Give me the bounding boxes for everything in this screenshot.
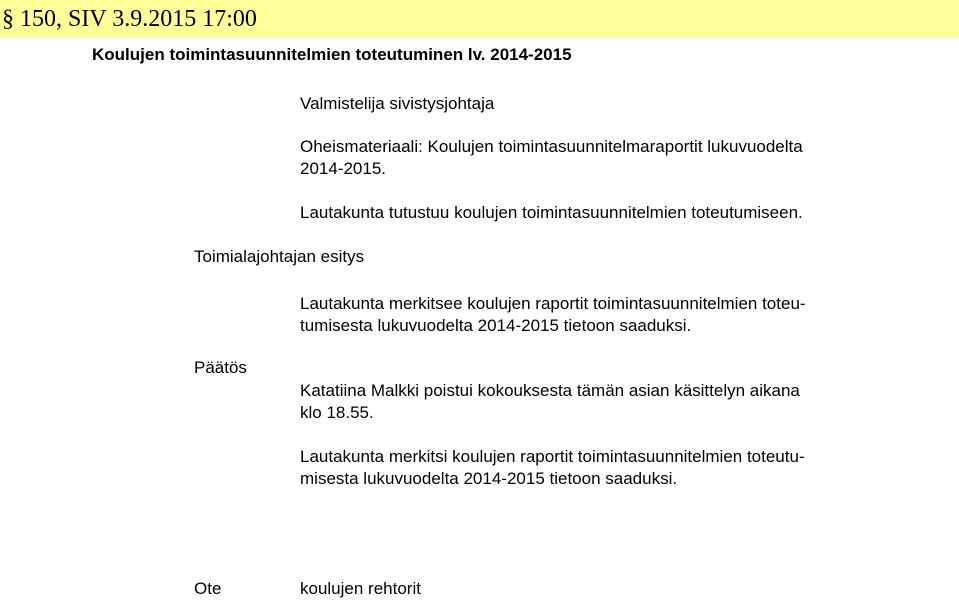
decision-line-1: Lautakunta merkitsi koulujen raportit toimintasuunnitelmien toteutu- (300, 447, 805, 466)
proposal-label: Toimialajohtajan esitys (194, 247, 365, 266)
attachment-line-1: Oheismateriaali: Koulujen toimintasuunnitelmaraportit lukuvuodelta (300, 137, 803, 156)
decision-note-paragraph (300, 380, 900, 424)
section-header-bar (0, 0, 959, 38)
decision-note-line-1: Katatiina Malkki poistui kokouksesta tämän asian käsittelyn aikana (300, 381, 800, 400)
section-header: § 150, SIV 3.9.2015 17:00 (2, 6, 257, 32)
decision-note-line-2: klo 18.55. (300, 403, 374, 422)
distribution-value: koulujen rehtorit (300, 579, 421, 598)
proposal-line-2: tumisesta lukuvuodelta 2014-2015 tietoon saaduksi. (300, 316, 692, 335)
proposal-paragraph (300, 293, 900, 337)
decision-line-2: misesta lukuvuodelta 2014-2015 tietoon saaduksi. (300, 469, 678, 488)
document-title: Koulujen toimintasuunnitelmien toteutuminen lv. 2014-2015 (92, 45, 572, 64)
preparer-line: Valmistelija sivistysjohtaja (300, 94, 495, 113)
intro-paragraph: Lautakunta tutustuu koulujen toimintasuunnitelmien toteutumiseen. (300, 203, 803, 222)
distribution-label: Ote (194, 579, 222, 598)
attachment-paragraph (300, 136, 900, 180)
attachment-line-2: 2014-2015. (300, 159, 387, 178)
proposal-line-1: Lautakunta merkitsee koulujen raportit toimintasuunnitelmien toteu- (300, 294, 806, 313)
decision-label: Päätös (194, 358, 247, 377)
decision-paragraph (300, 446, 900, 490)
